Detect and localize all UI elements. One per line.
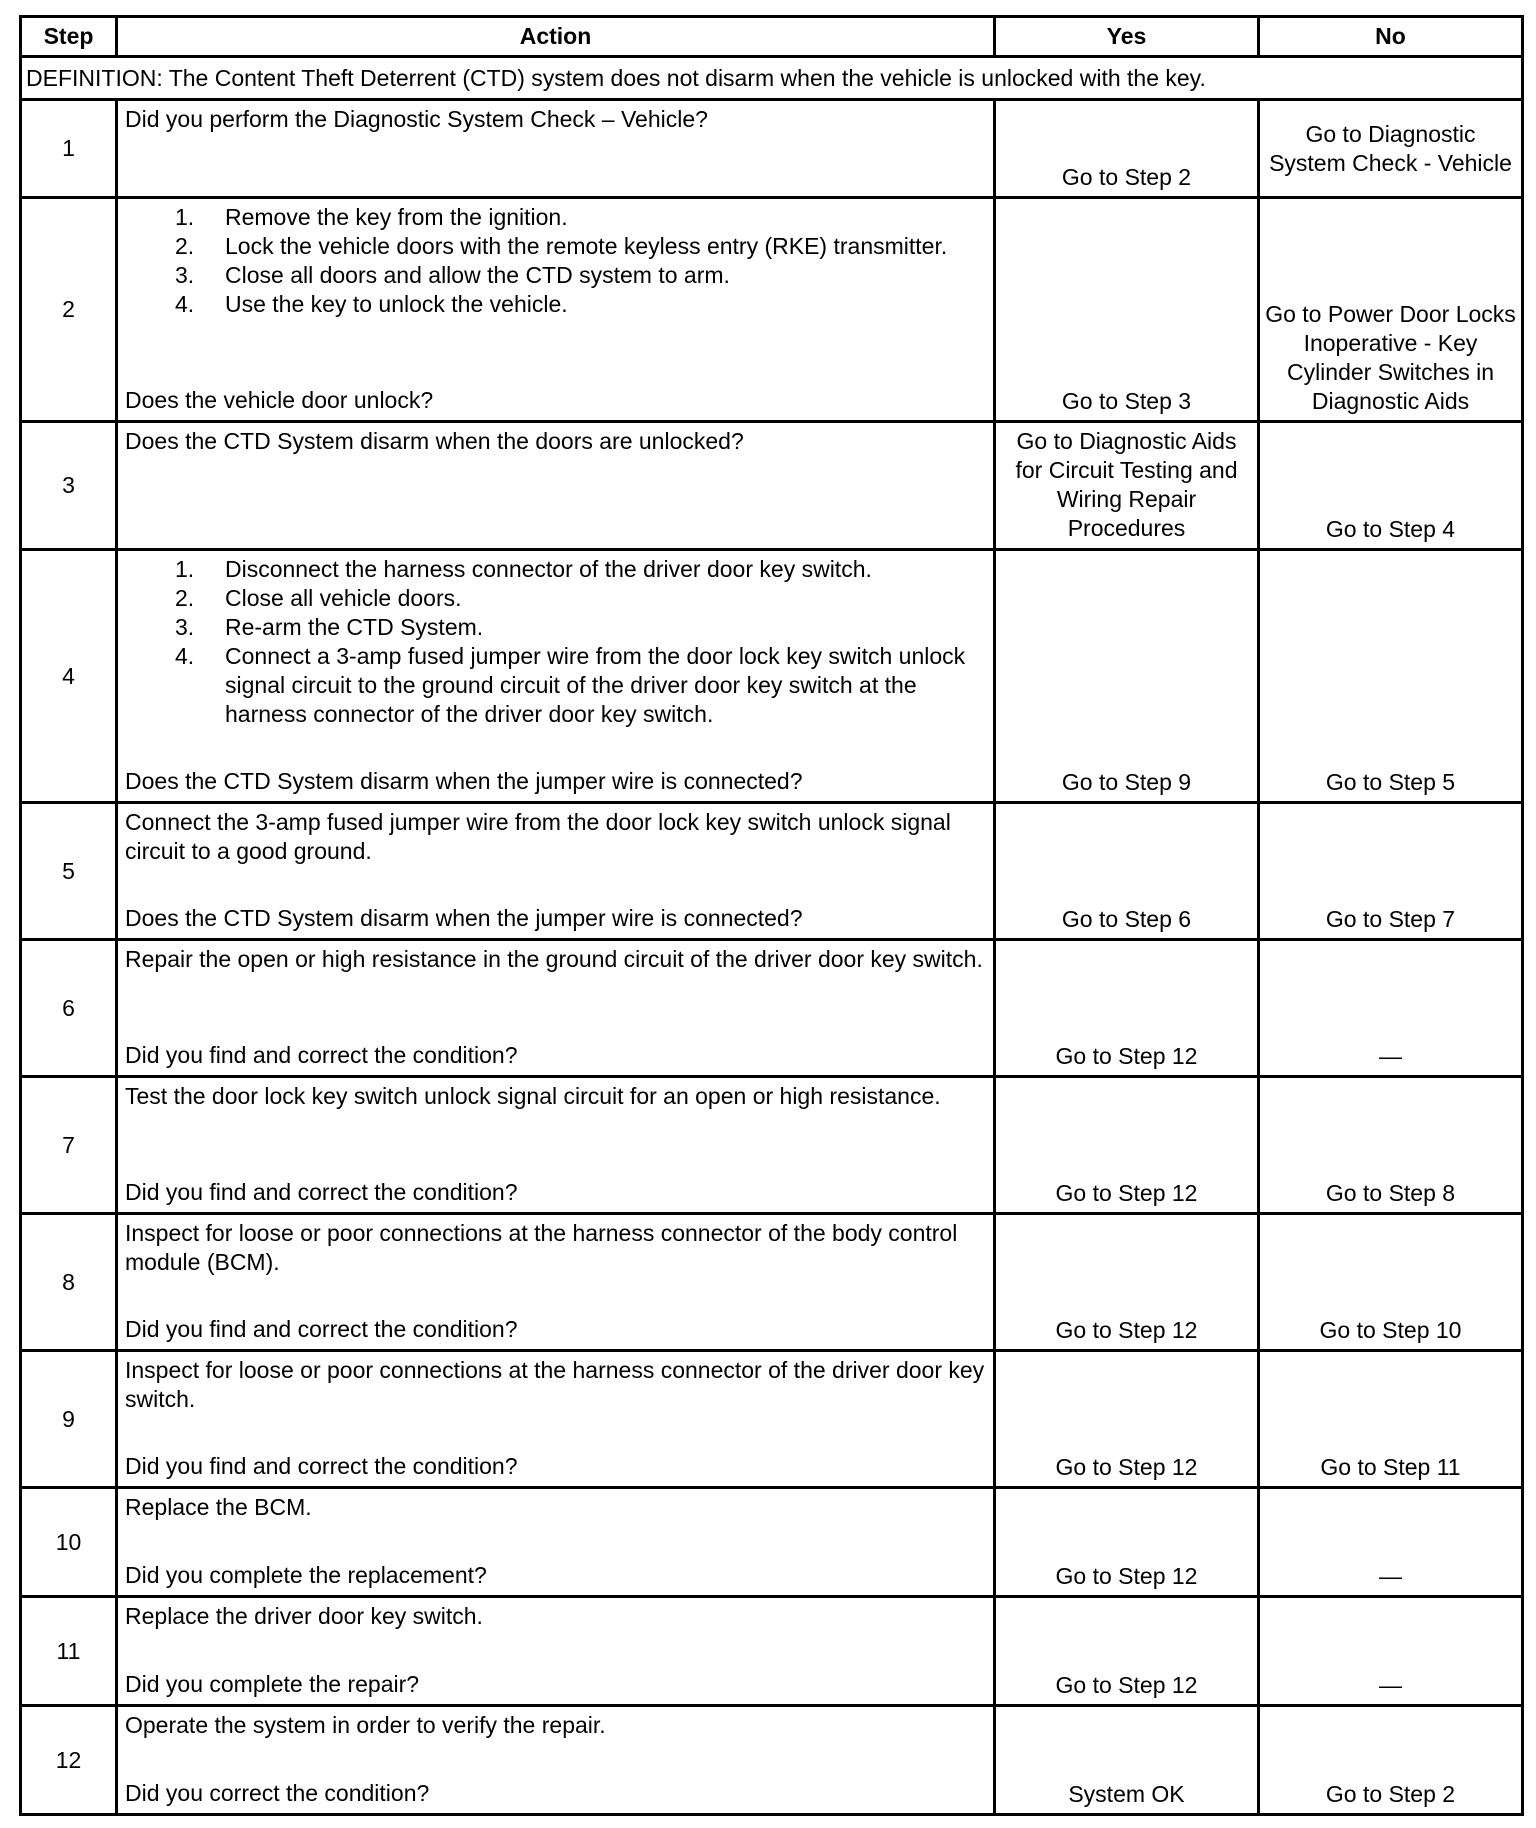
step-yes: Go to Step 3	[995, 198, 1259, 422]
step-action	[117, 1214, 995, 1351]
header-step: Step	[21, 17, 117, 57]
definition-text: DEFINITION: The Content Theft Deterrent (CTD) system does not disarm when the vehicle is unlocked with the key.	[21, 57, 1523, 100]
table-header-row	[21, 17, 1523, 57]
table-row	[21, 1351, 1523, 1488]
step-question: Did you find and correct the condition?	[125, 1316, 518, 1342]
header-no: No	[1259, 17, 1523, 57]
step-no: Go to Step 4	[1259, 422, 1523, 550]
step-no: Go to Step 2	[1259, 1706, 1523, 1815]
step-question: Did you perform the Diagnostic System Check – Vehicle?	[125, 106, 708, 132]
step-instruction: Inspect for loose or poor connections at the harness connector of the body control module (BCM).	[125, 1220, 958, 1275]
step-action	[117, 100, 995, 198]
step-number: 2	[21, 198, 117, 422]
table-row	[21, 1214, 1523, 1351]
step-number: 10	[21, 1488, 117, 1597]
list-item: 4. Use the key to unlock the vehicle.	[175, 291, 568, 317]
step-action	[117, 1351, 995, 1488]
step-question: Did you complete the replacement?	[125, 1562, 487, 1588]
step-number: 6	[21, 940, 117, 1077]
step-action	[117, 198, 995, 422]
step-instruction: Operate the system in order to verify the repair.	[125, 1712, 606, 1738]
header-action: Action	[117, 17, 995, 57]
step-no: Go to Step 10	[1259, 1214, 1523, 1351]
step-instruction: Connect the 3-amp fused jumper wire from the door lock key switch unlock signal circuit to a good ground.	[125, 809, 951, 864]
table-row	[21, 1706, 1523, 1815]
step-number: 7	[21, 1077, 117, 1214]
step-yes: Go to Step 12	[995, 1077, 1259, 1214]
step-question: Did you find and correct the condition?	[125, 1453, 518, 1479]
table-row	[21, 1597, 1523, 1706]
step-yes: Go to Step 12	[995, 1351, 1259, 1488]
step-question: Does the CTD System disarm when the jumper wire is connected?	[125, 905, 803, 931]
step-yes: Go to Step 9	[995, 550, 1259, 803]
step-yes: System OK	[995, 1706, 1259, 1815]
step-instruction: Test the door lock key switch unlock signal circuit for an open or high resistance.	[125, 1083, 941, 1109]
step-number: 4	[21, 550, 117, 803]
step-yes: Go to Diagnostic Aids for Circuit Testing and Wiring Repair Procedures	[995, 422, 1259, 550]
step-instruction: Inspect for loose or poor connections at the harness connector of the driver door key switch.	[125, 1357, 985, 1412]
step-instruction: Replace the BCM.	[125, 1494, 312, 1520]
step-action	[117, 1077, 995, 1214]
list-item: 3. Close all doors and allow the CTD system to arm.	[175, 262, 730, 288]
step-yes: Go to Step 12	[995, 1214, 1259, 1351]
table-row	[21, 100, 1523, 198]
step-number: 11	[21, 1597, 117, 1706]
table-row	[21, 1488, 1523, 1597]
step-question: Did you find and correct the condition?	[125, 1042, 518, 1068]
table-row	[21, 198, 1523, 422]
list-item: 2. Close all vehicle doors.	[175, 585, 462, 611]
step-number: 1	[21, 100, 117, 198]
table-row	[21, 422, 1523, 550]
step-no: —	[1259, 940, 1523, 1077]
step-action	[117, 422, 995, 550]
table-row	[21, 803, 1523, 940]
step-number: 3	[21, 422, 117, 550]
step-yes: Go to Step 6	[995, 803, 1259, 940]
step-yes: Go to Step 12	[995, 1597, 1259, 1706]
step-action	[117, 550, 995, 803]
step-number: 8	[21, 1214, 117, 1351]
step-no: —	[1259, 1597, 1523, 1706]
step-number: 9	[21, 1351, 117, 1488]
step-question: Did you correct the condition?	[125, 1780, 430, 1806]
step-no: Go to Power Door Locks Inoperative - Key Cylinder Switches in Diagnostic Aids	[1259, 198, 1523, 422]
step-no: Go to Step 11	[1259, 1351, 1523, 1488]
header-yes: Yes	[995, 17, 1259, 57]
list-item: 2. Lock the vehicle doors with the remote keyless entry (RKE) transmitter.	[175, 233, 948, 259]
step-instruction: Replace the driver door key switch.	[125, 1603, 483, 1629]
diagnostic-table-container	[19, 15, 1521, 1816]
diagnostic-table	[19, 15, 1524, 1816]
step-no: Go to Step 7	[1259, 803, 1523, 940]
step-action	[117, 1706, 995, 1815]
table-row	[21, 1077, 1523, 1214]
step-yes: Go to Step 12	[995, 940, 1259, 1077]
step-action	[117, 940, 995, 1077]
step-action	[117, 1488, 995, 1597]
definition-row	[21, 57, 1523, 100]
step-number: 12	[21, 1706, 117, 1815]
step-list	[125, 555, 986, 729]
list-item: 1. Remove the key from the ignition.	[175, 204, 568, 230]
step-question: Does the CTD System disarm when the doors are unlocked?	[125, 428, 744, 454]
list-item: 1. Disconnect the harness connector of the driver door key switch.	[175, 556, 872, 582]
step-question: Did you find and correct the condition?	[125, 1179, 518, 1205]
step-yes: Go to Step 12	[995, 1488, 1259, 1597]
step-action	[117, 1597, 995, 1706]
list-item: 4. Connect a 3-amp fused jumper wire from the door lock key switch unlock signal circuit to the ground circuit of the driver door key switch at the harness connector of the driver door key switch.	[175, 643, 966, 727]
step-no: Go to Step 8	[1259, 1077, 1523, 1214]
list-item: 3. Re-arm the CTD System.	[175, 614, 484, 640]
step-question: Did you complete the repair?	[125, 1671, 420, 1697]
step-action	[117, 803, 995, 940]
step-instruction: Repair the open or high resistance in the ground circuit of the driver door key switch.	[125, 946, 983, 972]
table-row	[21, 940, 1523, 1077]
step-no: —	[1259, 1488, 1523, 1597]
step-number: 5	[21, 803, 117, 940]
step-question: Does the vehicle door unlock?	[125, 387, 434, 413]
step-no: Go to Step 5	[1259, 550, 1523, 803]
step-question: Does the CTD System disarm when the jumper wire is connected?	[125, 768, 803, 794]
step-yes: Go to Step 2	[995, 100, 1259, 198]
step-list	[125, 203, 986, 319]
table-row	[21, 550, 1523, 803]
step-no: Go to Diagnostic System Check - Vehicle	[1259, 100, 1523, 198]
